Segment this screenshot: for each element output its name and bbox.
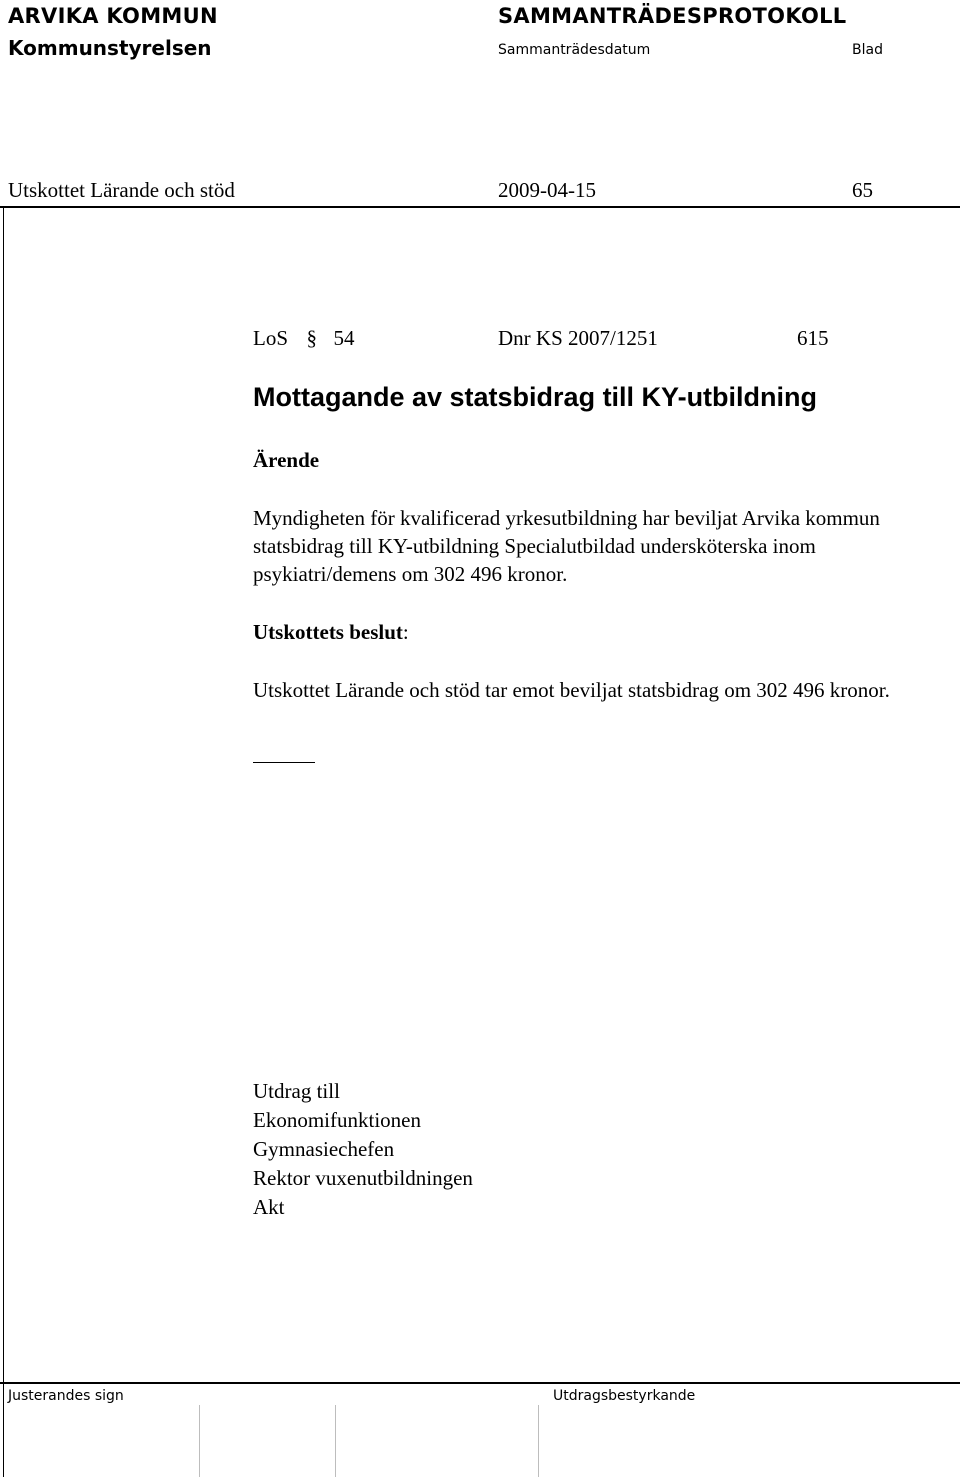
board-name: Kommunstyrelsen (8, 36, 212, 60)
item-reference (253, 326, 355, 351)
meeting-date: 2009-04-15 (498, 178, 596, 202)
decision-heading (253, 620, 409, 645)
section-symbol: § (306, 326, 318, 350)
meeting-date-label: Sammanträdesdatum (498, 42, 651, 58)
signature-box-divider (199, 1405, 200, 1477)
diary-number: Dnr KS 2007/1251 (498, 326, 658, 350)
item-number: 54 (333, 326, 355, 350)
footer-rule (0, 1382, 960, 1384)
page-label: Blad (852, 42, 883, 58)
left-margin-line (3, 206, 4, 1382)
arende-text: Myndigheten för kvalificerad yrkesutbildning har beviljat Arvika kommun statsbidrag till KY-utbildning Specialutbildad undersköterska inom psykiatri/demens om 302 496 kronor. (253, 506, 880, 586)
classification-code: 615 (797, 326, 829, 350)
decision-text: Utskottet Lärande och stöd tar emot beviljat statsbidrag om 302 496 kronor. (253, 678, 890, 702)
document-type: SAMMANTRÄDESPROTOKOLL (498, 4, 847, 28)
footer-left-line (3, 1382, 4, 1477)
excerpt-certification-label: Utdragsbestyrkande (553, 1388, 696, 1404)
recipient-item: Akt (253, 1195, 285, 1219)
decision-heading-colon: : (402, 620, 409, 644)
signature-box-divider (538, 1405, 539, 1477)
item-title: Mottagande av statsbidrag till KY-utbildning (253, 382, 818, 412)
item-ref-code: LoS (253, 326, 289, 350)
recipient-item: Rektor vuxenutbildningen (253, 1166, 473, 1190)
decision-heading-label: Utskottets beslut (253, 620, 403, 644)
header-rule (0, 206, 960, 208)
recipient-item: Gymnasiechefen (253, 1137, 395, 1161)
recipient-item: Ekonomifunktionen (253, 1108, 421, 1132)
signature-box-divider (335, 1405, 336, 1477)
distribution-heading: Utdrag till (253, 1079, 340, 1103)
page-number: 65 (852, 178, 873, 202)
section-end-rule (253, 762, 315, 763)
signature-label: Justerandes sign (8, 1388, 124, 1404)
org-name: ARVIKA KOMMUN (8, 4, 218, 28)
committee-name: Utskottet Lärande och stöd (8, 178, 235, 202)
arende-heading: Ärende (253, 448, 320, 472)
